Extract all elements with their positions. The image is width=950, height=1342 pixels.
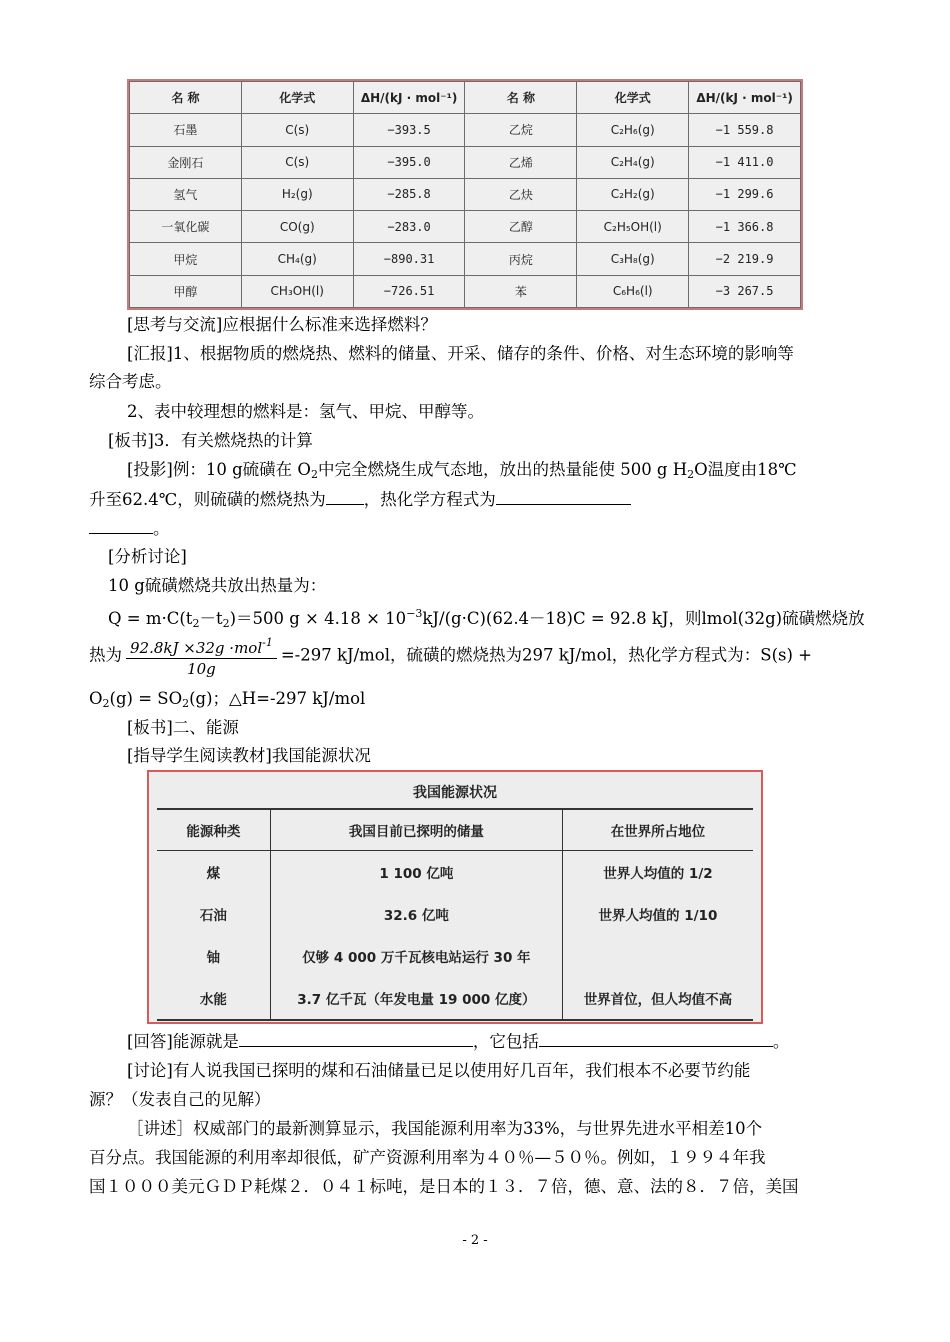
- table-cell: CH₃OH(l): [241, 275, 353, 307]
- superscript: −3: [406, 607, 423, 620]
- table-cell: H₂(g): [241, 178, 353, 210]
- example-text-5: ，热化学方程式为: [363, 490, 496, 509]
- table-cell: −395.0: [353, 146, 465, 178]
- subscript: 2: [687, 468, 695, 481]
- paragraph-calculation: [108, 603, 865, 635]
- fraction-formula: [126, 633, 277, 679]
- paragraph-think: [思考与交流]应根据什么标准来选择燃料？: [127, 315, 437, 334]
- table-header: 我国目前已探明的储量: [270, 809, 562, 851]
- fraction-denominator: 10g: [187, 660, 216, 678]
- table-header: 化学式: [241, 82, 353, 114]
- table-row: [157, 935, 753, 977]
- table-cell: CO(g): [241, 211, 353, 243]
- paragraph-report: [汇报]1、根据物质的燃烧热、燃料的储量、开采、储存的条件、价格、对生态环境的影响等: [127, 344, 794, 363]
- table-cell: C₂H₅OH(l): [577, 211, 689, 243]
- table-cell: C₂H₂(g): [577, 178, 689, 210]
- subscript: 2: [192, 617, 200, 630]
- paragraph-answer: [127, 1030, 789, 1053]
- answer-blank-energy-def[interactable]: [239, 1030, 473, 1047]
- table-cell: 水能: [157, 977, 270, 1020]
- table-cell: 世界人均值的 1/10: [598, 908, 718, 924]
- table-cell: 氢气: [130, 178, 242, 210]
- table-cell: 金刚石: [130, 146, 242, 178]
- table-header: ΔH/(kJ · mol⁻¹): [353, 82, 465, 114]
- table-cell: −285.8: [353, 178, 465, 210]
- section-heading-energy: [板书]二、能源: [127, 718, 239, 737]
- table-row: [130, 178, 801, 210]
- table-cell: 乙烯: [465, 146, 577, 178]
- table-cell: −1 299.6: [689, 178, 801, 210]
- table-row: [157, 851, 753, 894]
- calc-text-4: kJ/(g·C)(62.4－18)C = 92.8 kJ，则lmol(32g)硫磺燃烧放: [422, 609, 865, 628]
- section-heading-calc: [板书]3．有关燃烧热的计算: [108, 431, 313, 450]
- answer-text-2: ，它包括: [472, 1032, 539, 1051]
- calc-text-3: )＝500 g × 4.18 × 10: [229, 609, 407, 628]
- table-header: ΔH/(kJ · mol⁻¹): [689, 82, 801, 114]
- table-cell: 苯: [465, 275, 577, 307]
- section-heading-analysis: [分析讨论]: [108, 547, 187, 566]
- equation-text-1: O: [89, 689, 103, 708]
- table-row: [130, 275, 801, 307]
- table-cell: −1 411.0: [689, 146, 801, 178]
- paragraph-lecture-cont-2: 国１０００美元ＧＤＰ耗煤２．０４１标吨，是日本的１３．７倍，德、意、法的８．７倍，美国: [89, 1177, 799, 1196]
- table-cell: 煤: [157, 851, 270, 894]
- example-text-2: 中完全燃烧生成气态地，放出的热量能使 500 g H: [317, 460, 688, 479]
- equation-text-2: (g) = SO: [109, 689, 183, 708]
- answer-blank-heat[interactable]: [326, 488, 364, 505]
- subscript: 2: [182, 697, 190, 710]
- table-cell: 1 100 亿吨: [270, 851, 562, 894]
- subscript: 2: [222, 617, 230, 630]
- table-header: 名 称: [130, 82, 242, 114]
- table-cell: 世界人均值的 1/2: [603, 866, 713, 882]
- table-row: [130, 146, 801, 178]
- answer-blank-equation-cont[interactable]: [89, 517, 153, 534]
- energy-status-table: [147, 770, 763, 1024]
- table-cell: 石墨: [130, 114, 242, 146]
- table-header-row: [157, 809, 753, 851]
- paragraph-ideal-fuel: 2、表中较理想的燃料是：氢气、甲烷、甲醇等。: [127, 402, 484, 421]
- calc-text-1: Q = m·C(t: [108, 609, 193, 628]
- table-cell: C(s): [241, 146, 353, 178]
- page-number: - 2 -: [462, 1233, 488, 1248]
- table-cell: 3.7 亿千瓦（年发电量 19 000 亿度）: [270, 977, 562, 1020]
- table-row: [157, 977, 753, 1020]
- table-cell: 仅够 4 000 万千瓦核电站运行 30 年: [270, 935, 562, 977]
- table-cell: C₂H₄(g): [577, 146, 689, 178]
- table-cell: 丙烷: [465, 243, 577, 275]
- table-cell: C₆H₆(l): [577, 275, 689, 307]
- paragraph-lecture-cont-1: 百分点。我国能源的利用率却很低，矿产资源利用率为４０％—５０％。例如，１９９４年我: [89, 1148, 766, 1167]
- paragraph-equation: [89, 688, 365, 715]
- table-cell: −393.5: [353, 114, 465, 146]
- table-cell: −890.31: [353, 243, 465, 275]
- example-text-4: 升至62.4℃，则硫磺的燃烧热为: [89, 490, 326, 509]
- superscript: -1: [262, 636, 273, 649]
- table-header-row: [130, 82, 801, 114]
- answer-blank-equation[interactable]: [496, 488, 631, 505]
- table-cell: −3 267.5: [689, 275, 801, 307]
- table-row: [130, 114, 801, 146]
- table-cell: 乙烷: [465, 114, 577, 146]
- answer-text-3: 。: [772, 1032, 790, 1051]
- paragraph-reading-guide: [指导学生阅读教材]我国能源状况: [127, 746, 371, 765]
- table-cell: 甲烷: [130, 243, 242, 275]
- paragraph-lecture: ［讲述］权威部门的最新测算显示，我国能源利用率为33%，与世界先进水平相差10个: [127, 1119, 763, 1138]
- subscript: 2: [310, 468, 318, 481]
- table-cell: CH₄(g): [241, 243, 353, 275]
- table-header: 在世界所占地位: [562, 809, 753, 851]
- fraction-numerator: 92.8kJ ×32g ·mol: [130, 639, 263, 657]
- table-header: 名 称: [465, 82, 577, 114]
- table-cell: C₂H₆(g): [577, 114, 689, 146]
- table-cell: −2 219.9: [689, 243, 801, 275]
- calc-text-2: －t: [199, 609, 223, 628]
- table-cell: −726.51: [353, 275, 465, 307]
- equation-text-3: (g)；△H=-297 kJ/mol: [189, 689, 366, 708]
- paragraph-report-cont: 综合考虑。: [89, 372, 172, 391]
- answer-text-1: [回答]能源就是: [127, 1032, 239, 1051]
- table-cell: 石油: [157, 893, 270, 935]
- table-cell: 一氧化碳: [130, 211, 242, 243]
- table-title: 我国能源状况: [413, 785, 497, 801]
- table-cell: 甲醇: [130, 275, 242, 307]
- paragraph-heat-released: 10 g硫磺燃烧共放出热量为：: [108, 576, 327, 595]
- table-row: [130, 243, 801, 275]
- example-text-3: O温度由18℃: [694, 460, 797, 479]
- paragraph-discussion: [讨论]有人说我国已探明的煤和石油储量已足以使用好几百年，我们根本不必要节约能: [127, 1061, 751, 1080]
- table-cell: −1 366.8: [689, 211, 801, 243]
- subscript: 2: [102, 697, 110, 710]
- table-cell: 32.6 亿吨: [270, 893, 562, 935]
- table-cell: C₃H₈(g): [577, 243, 689, 275]
- table-cell: [562, 935, 753, 977]
- table-cell: C(s): [241, 114, 353, 146]
- table-row: [157, 893, 753, 935]
- table-cell: 铀: [157, 935, 270, 977]
- paragraph-example-cont: [89, 488, 631, 511]
- fraction-result: =-297 kJ/mol，硫磺的燃烧热为297 kJ/mol，热化学方程式为：S(s) +: [280, 645, 812, 665]
- table-header: 能源种类: [157, 809, 270, 851]
- paragraph-discussion-cont: 源？（发表自己的见解）: [89, 1090, 271, 1109]
- paragraph-fraction: [89, 633, 812, 679]
- table-cell: 世界首位，但人均值不高: [583, 992, 733, 1008]
- table-cell: 乙醇: [465, 211, 577, 243]
- combustion-heat-table: [127, 79, 803, 310]
- example-text-1: [投影]例：10 g硫磺在 O: [127, 460, 311, 479]
- table-cell: −1 559.8: [689, 114, 801, 146]
- answer-blank-energy-types[interactable]: [539, 1030, 773, 1047]
- table-cell: −283.0: [353, 211, 465, 243]
- fraction-prefix: 热为: [89, 645, 122, 665]
- table-header: 化学式: [577, 82, 689, 114]
- paragraph-example-end: [89, 517, 170, 540]
- table-cell: 乙炔: [465, 178, 577, 210]
- table-row: [130, 211, 801, 243]
- period: 。: [153, 519, 170, 538]
- paragraph-example: [127, 459, 797, 486]
